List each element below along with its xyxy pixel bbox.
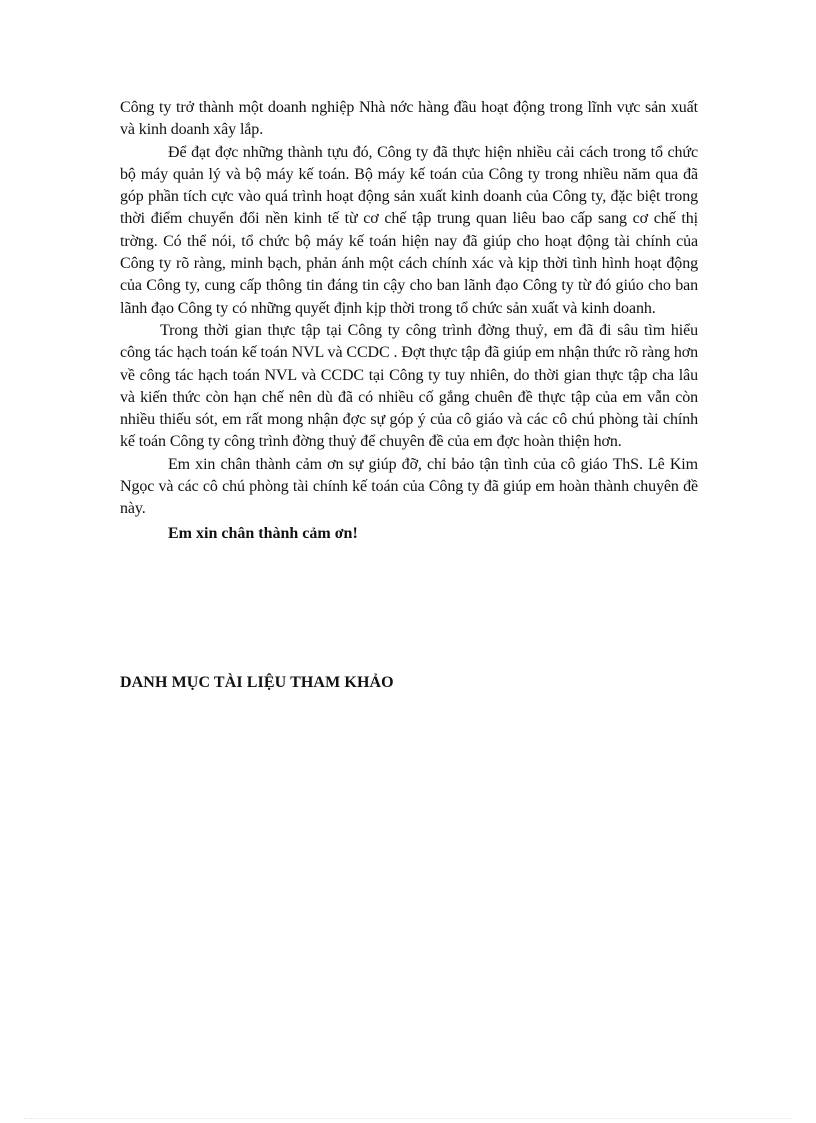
paragraph-acknowledgement: Em xin chân thành cảm ơn sự giúp đỡ, chỉ bảo tận tình của cô giáo ThS. Lê Kim Ngọc và các cô chú phòng tài chính kế toán của Công ty đã giúp em hoàn thành chuyên đề này. xyxy=(120,455,698,518)
closing-thanks: Em xin chân thành cảm ơn! xyxy=(168,524,358,542)
paragraph-achievements: Để đạt đợc những thành tựu đó, Công ty đã thực hiện nhiều cải cách trong tổ chức bộ máy quản lý và bộ máy kế toán. Bộ máy kế toán của Công ty trong nhiều năm qua đã góp phần tích cực vào quá trình hoạt động sản xuất kinh doanh của Công ty, đặc biệt trong thời điểm chuyển đổi nền kinh tế từ cơ chế tập trung quan liêu bao cấp sang cơ chế thị trờng. Có thể nói, tổ chức bộ máy kế toán hiện nay đã giúp cho hoạt động tài chính của Công ty rõ ràng, minh bạch, phản ánh một cách chính xác và kịp thời tình hình hoạt động của Công ty, cung cấp thông tin đáng tin cậy cho ban lãnh đạo Công ty từ đó giúo cho ban lãnh đạo Công ty có những quyết định kịp thời trong tổ chức sản xuất và kinh doanh. xyxy=(120,143,698,317)
document-body xyxy=(120,97,698,545)
page-bottom-divider xyxy=(24,1118,792,1119)
references-heading: DANH MỤC TÀI LIỆU THAM KHẢO xyxy=(120,674,394,691)
paragraph-internship: Trong thời gian thực tập tại Công ty công trình đờng thuỷ, em đã đi sâu tìm hiểu công tác hạch toán kế toán NVL và CCDC . Đợt thực tập đã giúp em nhận thức rõ ràng hơn về công tác hạch toán NVL và CCDC tại Công ty tuy nhiên, do thời gian thực tập cha lâu và kiến thức còn hạn chế nên dù đã có nhiều cố gắng chuên đề thực tập của em vẫn còn nhiều thiếu sót, em rất mong nhận đợc sự góp ý của cô giáo và các cô chú phòng tài chính kế toán Công ty công trình đờng thuỷ để chuyên đề của em đợc hoàn thiện hơn. xyxy=(120,321,698,451)
paragraph-intro: Công ty trở thành một doanh nghiệp Nhà nớc hàng đầu hoạt động trong lĩnh vực sản xuất và kinh doanh xây lắp. xyxy=(120,99,698,139)
